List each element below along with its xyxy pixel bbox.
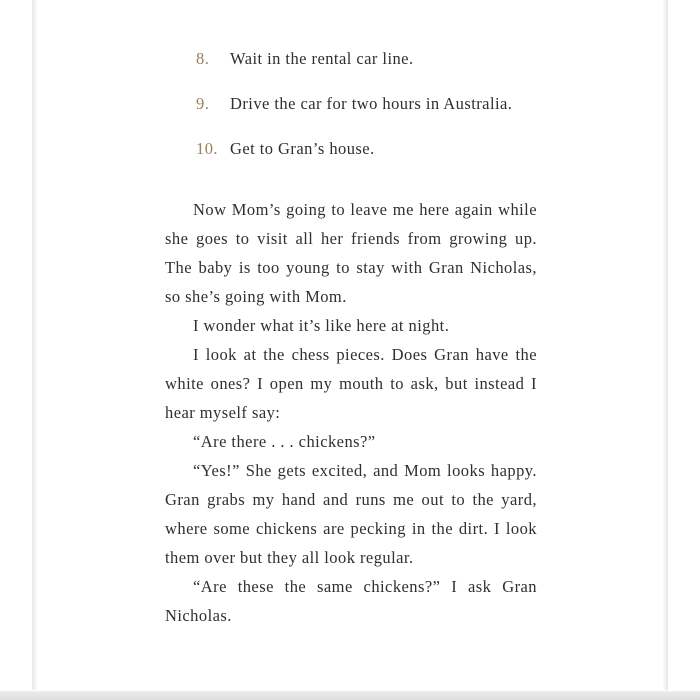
- paragraph-dialogue: “Yes!” She gets excited, and Mom looks happy. Gran grabs my hand and runs me out to the yard, where some chickens are pecking in the dirt. I look them over but they all look regular.: [165, 461, 537, 567]
- paragraph: I look at the chess pieces. Does Gran have the white ones? I open my mouth to ask, but instead I hear myself say:: [165, 345, 537, 422]
- list-item: [165, 134, 537, 163]
- paragraph-dialogue: “Are there . . . chickens?”: [193, 432, 376, 451]
- list-item-text: Get to Gran’s house.: [230, 139, 375, 158]
- list-item: [165, 89, 537, 118]
- list-item: [165, 44, 537, 73]
- list-number: 10.: [196, 139, 218, 158]
- list-number: 9.: [196, 94, 210, 113]
- page-edge-left: [32, 0, 38, 690]
- list-item-text: Drive the car for two hours in Australia.: [230, 94, 513, 113]
- list-number: 8.: [196, 49, 210, 68]
- list-item-text: Wait in the rental car line.: [230, 49, 414, 68]
- page-edge-right: [662, 0, 668, 690]
- table-surface: [0, 691, 700, 700]
- paragraph: I wonder what it’s like here at night.: [193, 316, 450, 335]
- book-page: [165, 44, 537, 630]
- story-text: [165, 195, 537, 630]
- paragraph: Now Mom’s going to leave me here again while she goes to visit all her friends from growing up. The baby is too young to stay with Gran Nicholas, so she’s going with Mom.: [165, 200, 537, 306]
- numbered-list: [165, 44, 537, 163]
- paragraph-dialogue: “Are these the same chickens?” I ask Gran Nicholas.: [165, 577, 537, 625]
